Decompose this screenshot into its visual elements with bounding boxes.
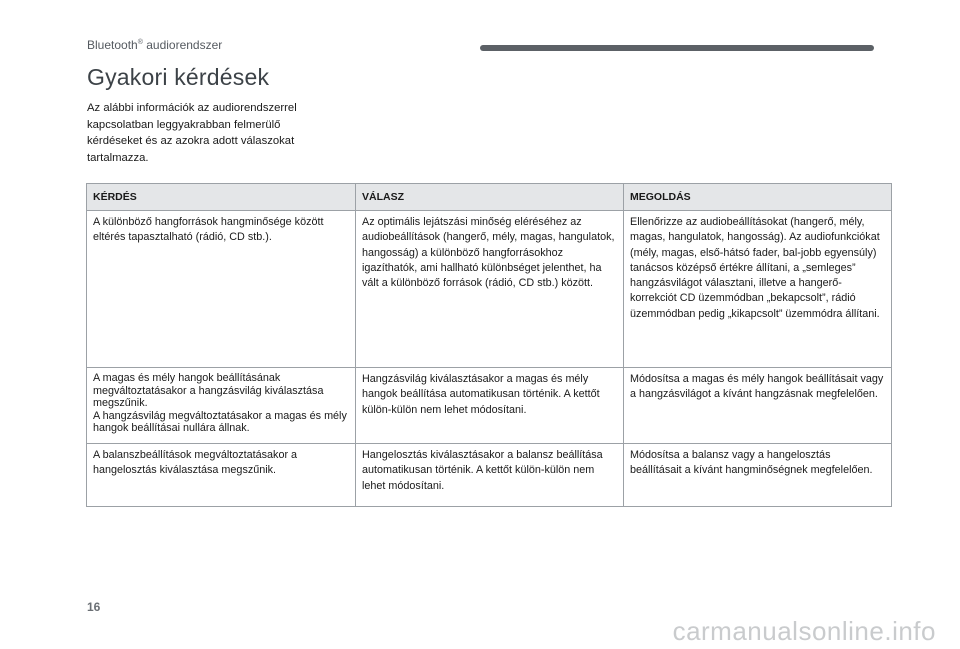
column-header-solution: MEGOLDÁS (624, 184, 892, 211)
question-cell: A különböző hangforrások hangminősége között eltérés tapasztalható (rádió, CD stb.). (87, 211, 356, 368)
section-header (87, 38, 222, 52)
table-row (87, 211, 892, 368)
answer-cell: Hangelosztás kiválasztásakor a balansz beállítása automatikusan történik. A kettőt külön-külön nem lehet módosítani. (356, 444, 624, 507)
section-header-text-rest: audiorendszer (142, 38, 223, 52)
question-cell: A magas és mély hangok beállításának megváltoztatásakor a hangzásvilág kiválasztása megszűnik. A hangzásvilág megváltoztatásakor a magas és mély hangok beállításai nullára állnak. (87, 368, 356, 444)
column-header-answer: VÁLASZ (356, 184, 624, 211)
intro-paragraph: Az alábbi információk az audiorendszerrel kapcsolatban leggyakrabban felmerülő kérdéseket és az azokra adott válaszokat tartalmazza. (87, 102, 297, 164)
table-row (87, 368, 892, 444)
page-title: Gyakori kérdések (87, 64, 270, 90)
page-number: 16 (87, 600, 101, 614)
watermark: carmanualsonline.info (672, 616, 936, 646)
faq-table (86, 183, 892, 507)
question-cell: A balanszbeállítások megváltoztatásakor a hangelosztás kiválasztása megszűnik. (87, 444, 356, 507)
solution-cell: Ellenőrizze az audiobeállításokat (hangerő, mély, magas, hangulatok, hangosság). Az audiofunkciókat (mély, magas, első-hátsó fader, bal-jobb egyensúly) tanácsos középső értékre állítani, a „semleges” hangzásvilágot választani, illetve a hangerő-korrekciót CD üzemmódban „bekapcsolt”, rádió üzemmódban pedig „kikapcsolt” üzemmódra állítani. (624, 211, 892, 368)
header-divider-bar (480, 45, 874, 51)
section-header-text: Bluetooth (87, 38, 138, 52)
registered-mark: ® (137, 39, 143, 46)
column-header-question: KÉRDÉS (87, 184, 356, 211)
solution-cell: Módosítsa a balansz vagy a hangelosztás beállításait a kívánt hangminőségnek megfelelően. (624, 444, 892, 507)
table-row (87, 444, 892, 507)
answer-cell: Hangzásvilág kiválasztásakor a magas és mély hangok beállítása automatikusan történik. A kettőt külön-külön nem lehet módosítani. (356, 368, 624, 444)
table-header-row (87, 184, 892, 211)
solution-cell: Módosítsa a magas és mély hangok beállításait vagy a hangzásvilágot a kívánt hangzásnak megfelelően. (624, 368, 892, 444)
answer-cell: Az optimális lejátszási minőség eléréséhez az audiobeállítások (hangerő, mély, magas, hangulatok, hangosság) a különböző hangforrásokhoz igazíthatók, ami hallható különbséget jelenthet, ha vált a különböző források (rádió, CD stb.) között. (356, 211, 624, 368)
